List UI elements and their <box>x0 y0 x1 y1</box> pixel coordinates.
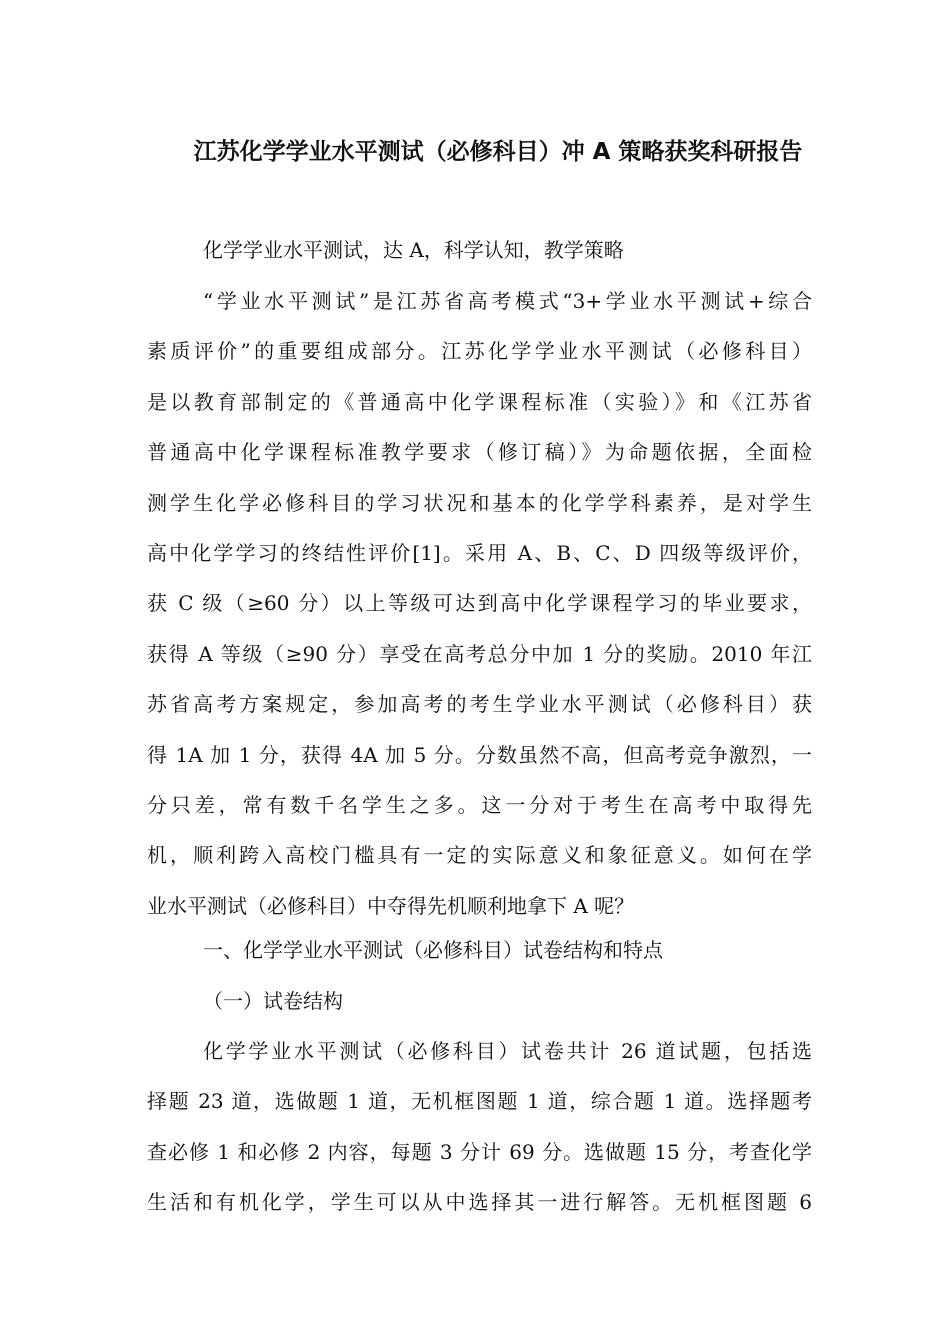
paragraph-line: 是以教育部制定的《普通高中化学课程标准（实验）》和《江苏省 <box>147 389 812 414</box>
paragraph-line: 业水平测试（必修科目）中夺得先机顺利地拿下 A 呢？ <box>147 893 635 918</box>
paragraph-line: 高中化学学习的终结性评价[1]。采用 A、B、C、D 四级等级评价， <box>147 540 812 565</box>
paragraph-line: 普通高中化学课程标准教学要求（修订稿）》为命题依据，全面检 <box>147 440 812 465</box>
paragraph-line: “学业水平测试”是江苏省高考模式“3+学业水平测试+综合 <box>203 289 812 313</box>
paragraph-line: 择题 23 道，选做题 1 道，无机框图题 1 道，综合题 1 道。选择题考 <box>147 1089 812 1114</box>
paragraph-line: 测学生化学必修科目的学习状况和基本的化学学科素养，是对学生 <box>147 490 812 515</box>
subsection-heading: （一）试卷结构 <box>203 989 343 1013</box>
intro-paragraph <box>147 288 812 943</box>
keywords-line: 化学学业水平测试，达 A，科学认知，教学策略 <box>203 238 624 262</box>
paragraph-line: 分只差，常有数千名学生之多。这一分对于考生在高考中取得先 <box>147 792 812 817</box>
paragraph-line: 获得 A 等级（≥90 分）享受在高考总分中加 1 分的奖励。2010 年江 <box>147 641 812 666</box>
paragraph-line: 得 1A 加 1 分，获得 4A 加 5 分。分数虽然不高，但高考竞争激烈，一 <box>147 742 812 767</box>
paragraph-line: 获 C 级（≥60 分）以上等级可达到高中化学课程学习的毕业要求， <box>147 591 812 616</box>
paragraph-line: 查必修 1 和必修 2 内容，每题 3 分计 69 分。选做题 15 分，考查化学 <box>147 1139 812 1164</box>
document-title: 江苏化学学业水平测试（必修科目）冲 A 策略获奖科研报告 <box>193 139 803 165</box>
paragraph-line: 素质评价”的重要组成部分。江苏化学学业水平测试（必修科目） <box>147 339 812 364</box>
section-heading: 一、化学学业水平测试（必修科目）试卷结构和特点 <box>203 938 663 962</box>
paragraph-line: 苏省高考方案规定，参加高考的考生学业水平测试（必修科目）获 <box>147 692 812 717</box>
paragraph-line: 化学学业水平测试（必修科目）试卷共计 26 道试题，包括选 <box>203 1039 812 1063</box>
structure-paragraph <box>147 1038 812 1240</box>
paragraph-line: 生活和有机化学，学生可以从中选择其一进行解答。无机框图题 6 <box>147 1190 812 1215</box>
paragraph-line: 机，顺利跨入高校门槛具有一定的实际意义和象征意义。如何在学 <box>147 843 812 868</box>
